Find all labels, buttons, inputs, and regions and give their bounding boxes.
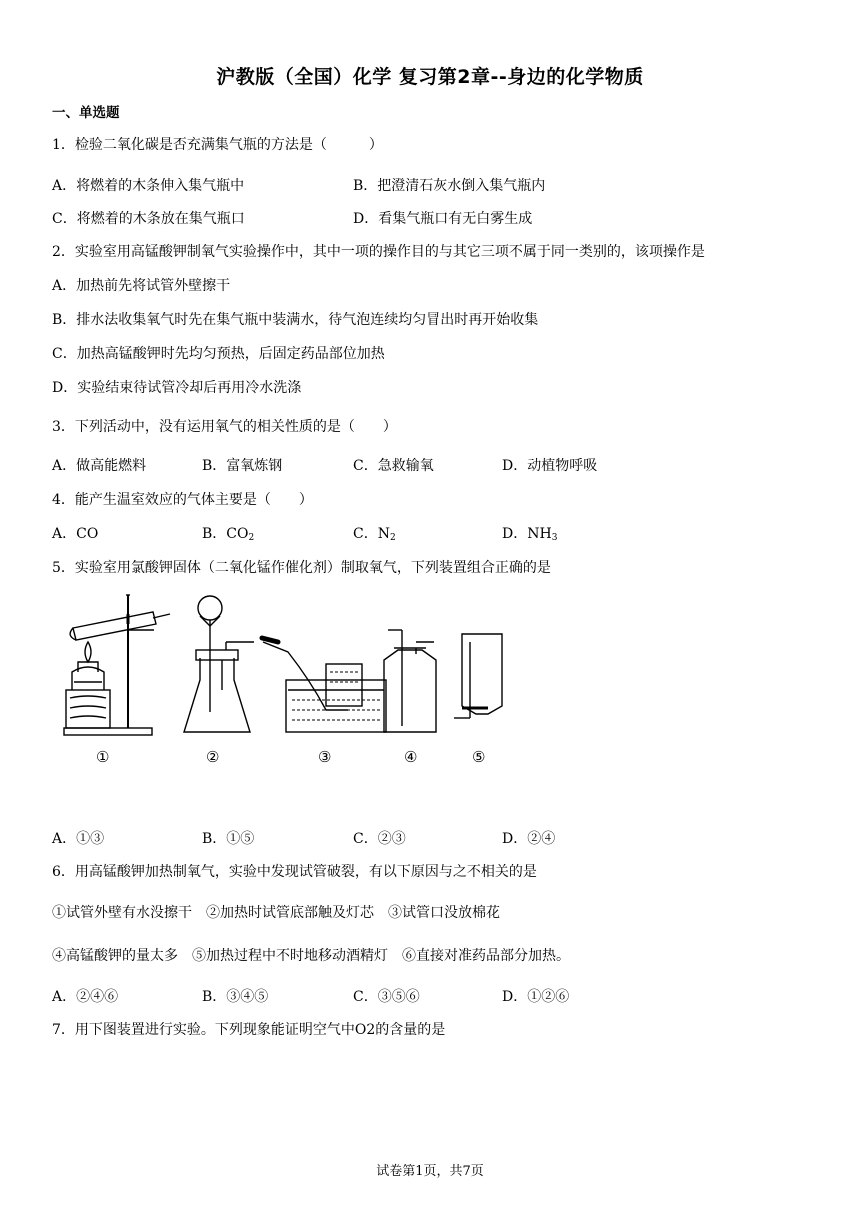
section-heading: 一、单选题 [52,105,120,121]
question-5-option-c: C．②③ [353,831,406,847]
apparatus-label-1: ① [96,748,110,766]
question-6-reasons-line-2: ④高锰酸钾的量太多 ⑤加热过程中不时地移动酒精灯 ⑥直接对准药品部分加热。 [52,948,570,964]
apparatus-label-3: ③ [318,748,332,766]
question-3-option-d: D．动植物呼吸 [502,458,598,474]
question-6-option-b: B．③④⑤ [202,989,269,1005]
question-4-option-c: C．$N_2$ [353,526,396,543]
apparatus-label-5: ⑤ [472,748,486,766]
question-4-option-a: A．CO [52,526,99,542]
question-6-option-d: D．①②⑥ [502,989,570,1005]
question-1-option-c: C．将燃着的木条放在集气瓶口 [52,211,245,227]
page-title: 沪教版（全国）化学 复习第2章--身边的化学物质 [216,66,644,88]
question-6-option-c: C．③⑤⑥ [353,989,420,1005]
question-6-reasons-line-1: ①试管外壁有水没擦干 ②加热时试管底部触及灯芯 ③试管口没放棉花 [52,905,500,921]
question-3-option-c: C．急救输氧 [353,458,434,474]
page-footer: 试卷第1页，共7页 [376,1164,484,1179]
apparatus-4-gas-bottle [384,630,436,732]
question-4-option-d: D．$NH_3$ [502,526,558,543]
apparatus-3-water-trough [262,638,386,732]
question-7-stem: 7．用下图装置进行实验。下列现象能证明空气中O2的含量的是 [52,1022,446,1038]
question-3-option-b: B．富氧炼钢 [202,458,283,474]
question-2-stem: 2．实验室用高锰酸钾制氧气实验操作中，其中一项的操作目的与其它三项不属于同一类别的，该项操作是 [52,244,705,260]
question-2-option-b: B．排水法收集氧气时先在集气瓶中装满水，待气泡连续均匀冒出时再开始收集 [52,312,539,328]
apparatus-label-4: ④ [404,748,418,766]
apparatus-5-inverted-bottle [454,634,502,718]
question-4-option-b: B．$CO_2$ [202,526,255,543]
lab-apparatus-figure [58,590,518,780]
question-5-stem: 5．实验室用氯酸钾固体（二氧化锰作催化剂）制取氧气，下列装置组合正确的是 [52,560,551,576]
apparatus-1-heating-test-tube [64,595,170,735]
question-5-option-d: D．②④ [502,831,556,847]
question-5-option-a: A．①③ [52,831,105,847]
question-4-stem: 4．能产生温室效应的气体主要是（ ） [52,492,313,508]
question-3-option-a: A．做高能燃料 [52,458,147,474]
apparatus-drawing [58,590,518,740]
apparatus-label-2: ② [206,748,220,766]
question-1-option-d: D．看集气瓶口有无白雾生成 [353,211,533,227]
question-2-option-c: C．加热高锰酸钾时先均匀预热，后固定药品部位加热 [52,346,385,362]
question-1-option-b: B．把澄清石灰水倒入集气瓶内 [353,178,546,194]
apparatus-2-conical-flask [184,596,254,732]
question-6-option-a: A．②④⑥ [52,989,119,1005]
question-1-stem: 1．检验二氧化碳是否充满集气瓶的方法是（ ） [52,137,383,153]
question-2-option-d: D．实验结束待试管冷却后再用冷水洗涤 [52,380,302,396]
question-2-option-a: A．加热前先将试管外壁擦干 [52,278,231,294]
question-6-stem: 6．用高锰酸钾加热制氧气，实验中发现试管破裂，有以下原因与之不相关的是 [52,864,537,880]
question-5-option-b: B．①⑤ [202,831,255,847]
question-3-stem: 3．下列活动中，没有运用氧气的相关性质的是（ ） [52,419,397,435]
question-1-option-a: A．将燃着的木条伸入集气瓶中 [52,178,245,194]
